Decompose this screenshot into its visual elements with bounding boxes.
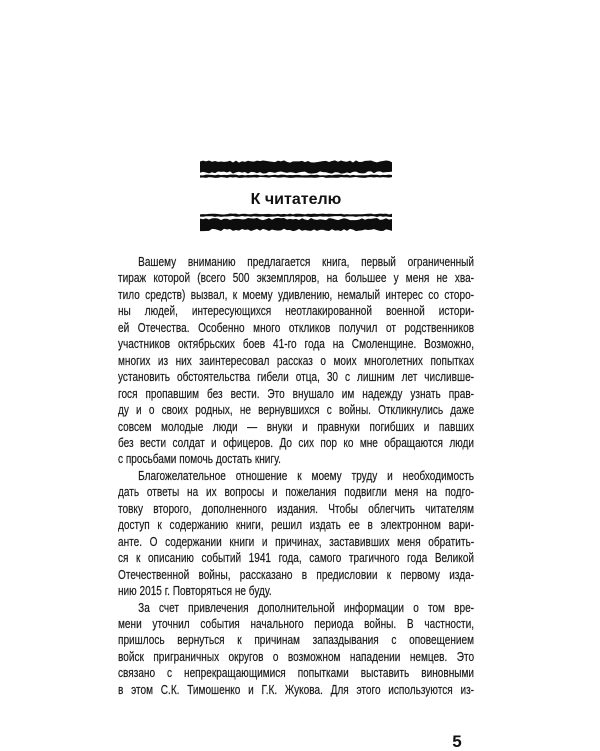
text-line: с просьбами помочь достать книгу. (118, 451, 281, 467)
text-line: товку второго, дополненного издания. Чтобы облегчить читателям (118, 500, 475, 516)
text-line: мени уточнил события начального периода войны. В частности, (118, 615, 475, 631)
text-line: ся к описанию событий 1941 года, самого трагичного года Великой (118, 550, 475, 566)
text-line: доступ к содержанию книги, решил издать ее в электронном вари- (118, 517, 475, 533)
text-line: Отечественной войны, рассказано в предисловии к первому изда- (118, 566, 475, 582)
text-line: многих из них заинтересовал рассказ о моих многолетних попытках (118, 352, 475, 368)
paragraph-1 (118, 254, 474, 468)
text-line: связано с непрекращающимися попытками выставить виновными (118, 665, 475, 681)
text-line: За счет привлечения дополнительной информации о том вре- (138, 599, 475, 615)
heading-bottom-rule (200, 212, 392, 233)
page-number: 5 (452, 732, 462, 751)
chapter-title: К читателю (250, 191, 342, 208)
text-line: пришлось вернуться к причинам запаздывания с оповещением (118, 632, 475, 648)
text-line: ду и о своих родных, не вернувшихся с войны. Откликнулись даже (118, 402, 475, 418)
text-line: совсем молодые люди — внуки и правнуки погибших и павших (118, 418, 475, 434)
text-line: тираж которой (всего 500 экземпляров, на большее у меня не хва- (118, 270, 475, 286)
text-line: тило средств) вызвал, к моему удивлению, немалый интерес со сторо- (118, 286, 475, 302)
top-rule-thin-line (200, 175, 392, 178)
paragraph-3 (118, 600, 474, 699)
text-line: без вести солдат и офицеров. До сих пор ко мне обращаются люди (118, 434, 475, 450)
text-line: установить обстоятельства гибели отца, 30 с лишним лет числивше- (118, 369, 475, 385)
text-line: ей Отечества. Особенно много откликов получил от родственников (118, 319, 475, 335)
text-line: гося пропавшим без вести. Это внушало им надежду узнать прав- (118, 385, 475, 401)
body-text (118, 254, 474, 698)
text-line: участников октябрьских боев 41-го года на Смоленщине. Возможно, (118, 336, 475, 352)
bottom-rule-thin-line (200, 214, 392, 217)
text-line: ны людей, интересующихся неотлакированной военной истори- (118, 303, 475, 319)
text-line: дать ответы на их вопросы и пожелания подвигли меня на подго- (118, 484, 475, 500)
heading-top-rule (200, 159, 392, 180)
bottom-rule-thick-band (200, 218, 392, 231)
text-line: войск приграничных округов о возможном нападении немцев. Это (118, 648, 475, 664)
text-line: анте. О содержании книги и причинах, заставивших меня обратить- (118, 533, 475, 549)
text-line: Благожелательное отношение к моему труду и необходимость (138, 467, 475, 483)
text-line: нию 2015 г. Повторяться не буду. (118, 583, 272, 599)
text-line: в этом С.К. Тимошенко и Г.К. Жукова. Для этого используются из- (118, 681, 475, 697)
top-rule-thick-band (200, 160, 392, 173)
paragraph-2 (118, 468, 474, 600)
text-line: Вашему вниманию предлагается книга, первый ограниченный (138, 254, 475, 269)
